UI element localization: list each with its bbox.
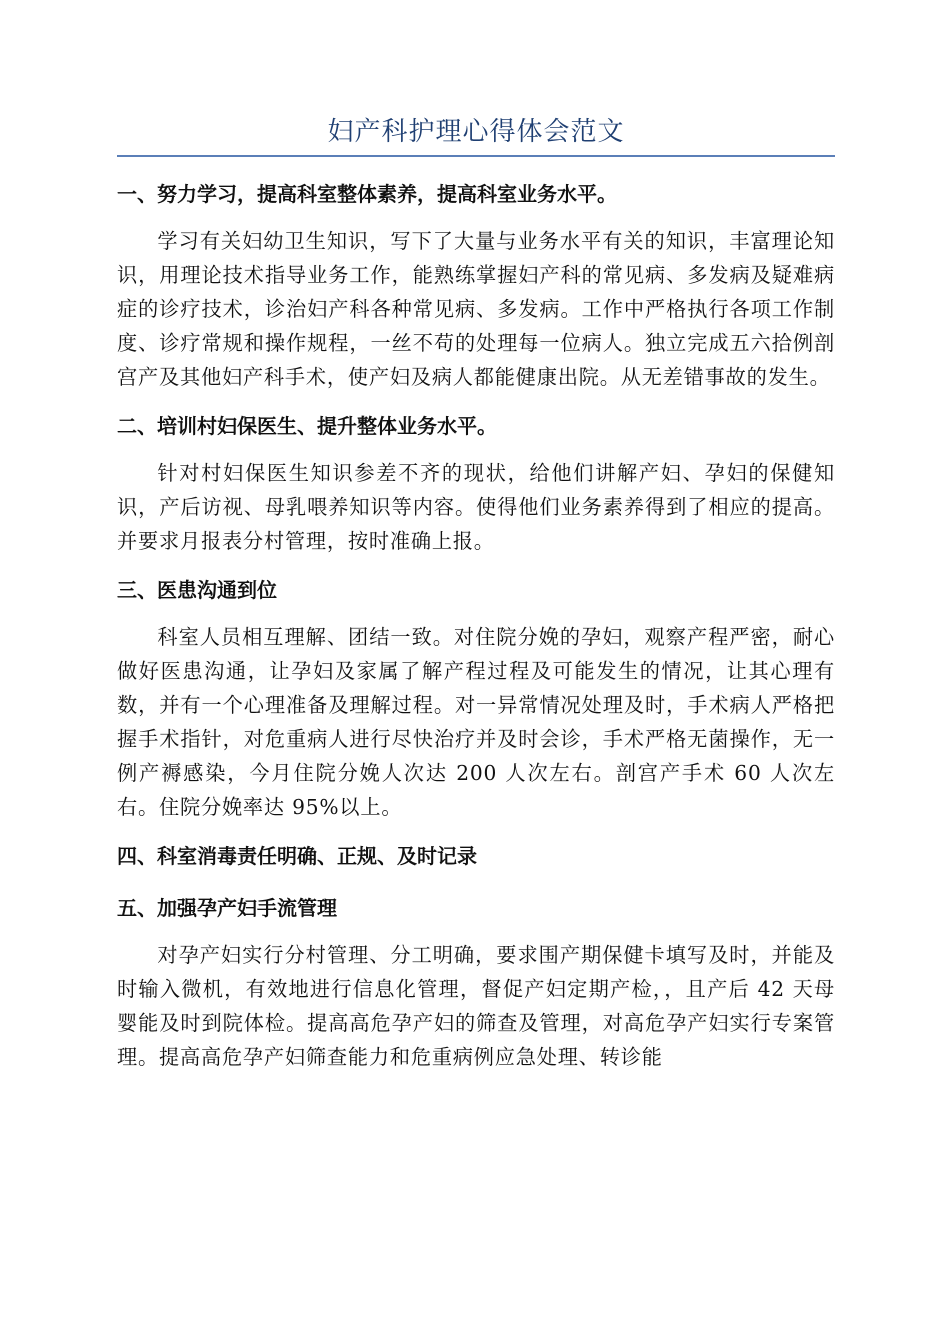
document-body (117, 172, 835, 1074)
section-5-heading: 五、加强孕产妇手流管理 (117, 896, 337, 920)
title-underline (117, 155, 835, 157)
section-1-paragraph: 学习有关妇幼卫生知识，写下了大量与业务水平有关的知识，丰富理论知识，用理论技术指导业务工作，能熟练掌握妇产科的常见病、多发病及疑难病症的诊疗技术，诊治妇产科各种常见病、多发病。工作中严格执行各项工作制度、诊疗常规和操作规程，一丝不苟的处理每一位病人。独立完成五六拾例剖宫产及其他妇产科手术，使产妇及病人都能健康出院。从无差错事故的发生。 (117, 229, 835, 389)
section-2-heading: 二、培训村妇保医生、提升整体业务水平。 (117, 414, 497, 438)
section-2-paragraph: 针对村妇保医生知识参差不齐的现状，给他们讲解产妇、孕妇的保健知识，产后访视、母乳喂养知识等内容。使得他们业务素养得到了相应的提高。并要求月报表分村管理，按时准确上报。 (117, 461, 835, 553)
section-4-heading: 四、科室消毒责任明确、正规、及时记录 (117, 844, 477, 868)
section-3-heading: 三、医患沟通到位 (117, 578, 277, 602)
section-5-paragraph: 对孕产妇实行分村管理、分工明确，要求围产期保健卡填写及时，并能及时输入微机，有效地进行信息化管理，督促产妇定期产检，，且产后 42 天母婴能及时到院体检。提高高危孕产妇的筛查及管理，对高危孕产妇实行专案管理。提高高危孕产妇筛查能力和危重病例应急处理、转诊能 (117, 943, 835, 1069)
document-title: 妇产科护理心得体会范文 (327, 117, 625, 147)
section-3-paragraph: 科室人员相互理解、团结一致。对住院分娩的孕妇，观察产程严密，耐心做好医患沟通，让孕妇及家属了解产程过程及可能发生的情况，让其心理有数，并有一个心理准备及理解过程。对一异常情况处理及时，手术病人严格把握手术指针，对危重病人进行尽快治疗并及时会诊，手术严格无菌操作，无一例产褥感染，今月住院分娩人次达 200 人次左右。剖宫产手术 60 人次左右。住院分娩率达 95%以上。 (117, 625, 835, 819)
section-1-heading: 一、努力学习，提高科室整体素养，提高科室业务水平。 (117, 182, 617, 206)
